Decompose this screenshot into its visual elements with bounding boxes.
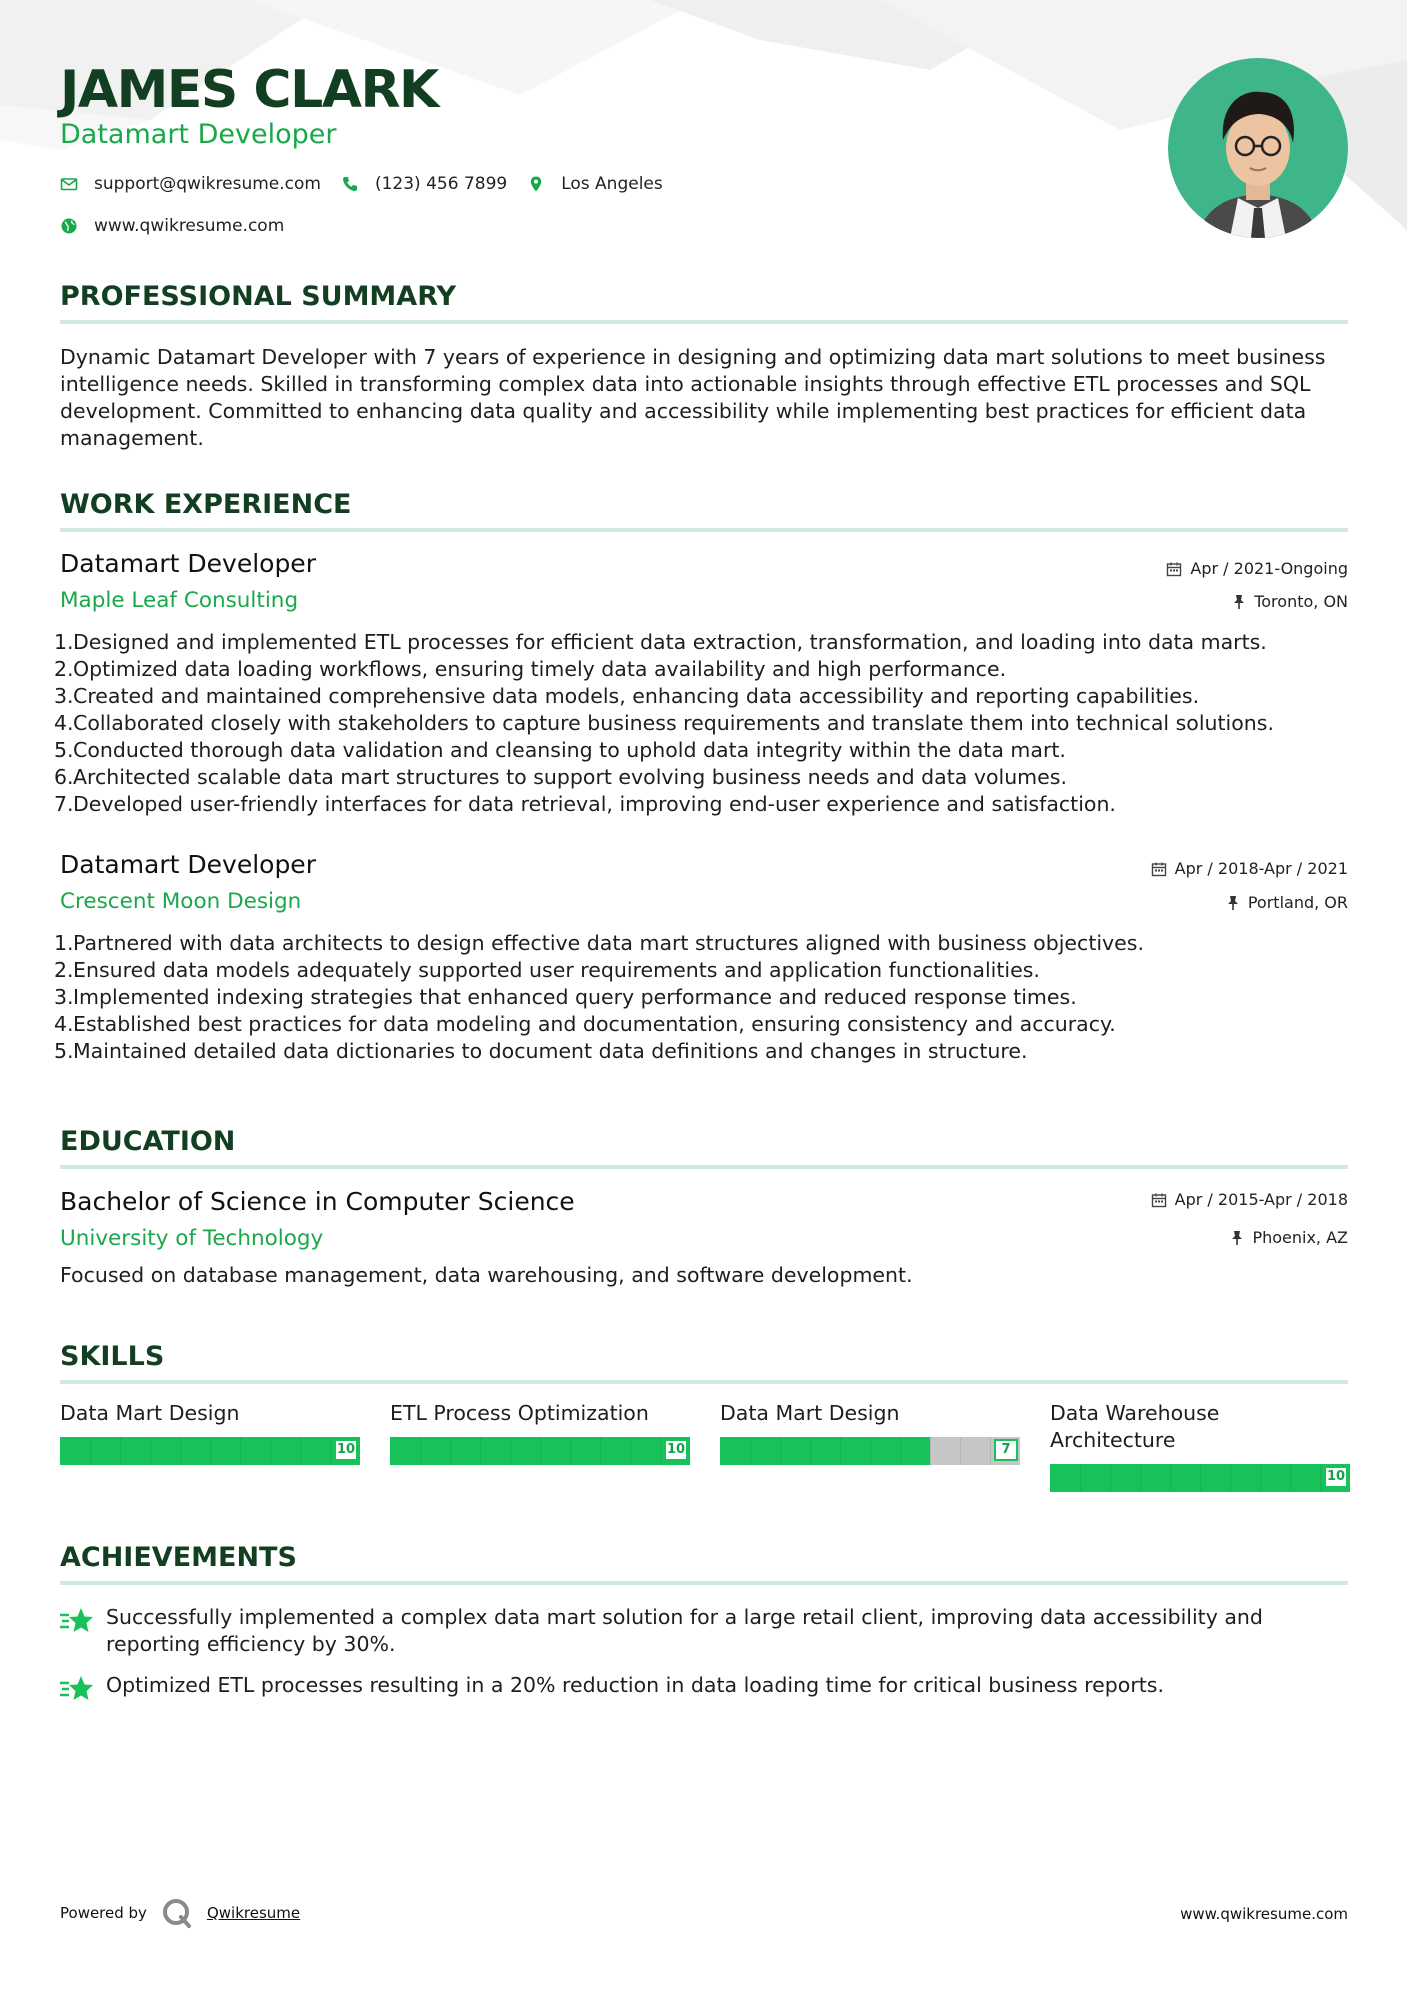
job-bullets: [54, 629, 1354, 818]
profile-photo: [1168, 58, 1348, 238]
job-title: Datamart Developer: [60, 549, 316, 578]
envelope-icon: [60, 175, 78, 193]
calendar-icon: [1151, 1192, 1167, 1208]
skill-name: Data Mart Design: [720, 1401, 900, 1425]
skill-level-bar: [720, 1437, 1020, 1465]
pushpin-icon: [1232, 594, 1246, 610]
section-divider: [60, 320, 1348, 324]
job-bullets: [54, 930, 1354, 1065]
job-bullet-item: 3. Implemented indexing strategies that enhanced query performance and reduced response times.: [54, 985, 1077, 1009]
job-bullet-item: 2. Ensured data models adequately supported user requirements and application functionalities.: [54, 958, 1040, 982]
achievement-item: [60, 1672, 1348, 1704]
footer-website-link[interactable]: www.qwikresume.com: [1180, 1905, 1348, 1923]
star-icon: [60, 1606, 94, 1636]
skill-name: Data Mart Design: [60, 1401, 240, 1425]
website-link[interactable]: www.qwikresume.com: [94, 216, 285, 236]
star-icon: [60, 1674, 94, 1704]
email-link[interactable]: support@qwikresume.com: [94, 174, 321, 194]
job-bullet-item: 4. Collaborated closely with stakeholders to capture business requirements and translate them into technical solutions.: [54, 711, 1274, 735]
contact-row: [60, 170, 663, 198]
qwikresume-brand-link[interactable]: Qwikresume: [206, 1904, 301, 1922]
pushpin-icon: [1230, 1230, 1244, 1246]
skill-item: [1050, 1400, 1350, 1492]
job-dates: [1166, 558, 1348, 580]
section-divider: [60, 528, 1348, 532]
skill-score: 7: [994, 1439, 1018, 1461]
education-dates-text: Apr / 2015-Apr / 2018: [1174, 1190, 1348, 1209]
achievement-text: Optimized ETL processes resulting in a 20% reduction in data loading time for critical business reports.: [106, 1673, 1164, 1697]
achievement-item: [60, 1604, 1348, 1658]
skill-item: [60, 1400, 360, 1465]
job-bullet-item: 2. Optimized data loading workflows, ensuring timely data availability and high performance.: [54, 657, 1007, 681]
calendar-icon: [1166, 561, 1182, 577]
section-title-skills: SKILLS: [60, 1341, 165, 1372]
job-bullet-item: 5. Maintained detailed data dictionaries to document data definitions and changes in structure.: [54, 1039, 1028, 1063]
job-bullet-item: 1. Partnered with data architects to design effective data mart structures aligned with business objectives.: [54, 931, 1144, 955]
education-location: [1230, 1227, 1348, 1249]
candidate-name: JAMES CLARK: [60, 60, 438, 120]
skill-item: [720, 1400, 1020, 1465]
job-bullet-item: 3. Created and maintained comprehensive data models, enhancing data accessibility and reporting capabilities.: [54, 684, 1200, 708]
job-location-text: Toronto, ON: [1254, 592, 1348, 611]
contact-row-website: [60, 212, 284, 240]
job-dates-text: Apr / 2021-Ongoing: [1190, 559, 1348, 578]
section-divider: [60, 1380, 1348, 1384]
powered-by-label: Powered by: [60, 1904, 147, 1922]
section-title-experience: WORK EXPERIENCE: [60, 489, 352, 520]
job-location: [1232, 591, 1348, 613]
globe-icon: [60, 217, 78, 235]
job-dates: [1151, 858, 1348, 880]
job-bullet-item: 5. Conducted thorough data validation and cleansing to uphold data integrity within the data mart.: [54, 738, 1066, 762]
skill-name: Data Warehouse Architecture: [1050, 1401, 1220, 1452]
section-title-education: EDUCATION: [60, 1126, 236, 1157]
achievement-text: Successfully implemented a complex data mart solution for a large retail client, improving data accessibility and reporting efficiency by 30%.: [106, 1605, 1263, 1656]
phone-icon: [341, 175, 359, 193]
company-name: Maple Leaf Consulting: [60, 588, 299, 613]
section-divider: [60, 1165, 1348, 1169]
section-divider: [60, 1581, 1348, 1585]
degree-title: Bachelor of Science in Computer Science: [60, 1187, 575, 1216]
job-location: [1226, 892, 1348, 914]
school-name: University of Technology: [60, 1226, 324, 1251]
education-dates: [1151, 1189, 1348, 1211]
job-title: Datamart Developer: [60, 850, 316, 879]
candidate-role: Datamart Developer: [60, 119, 337, 150]
phone-number[interactable]: (123) 456 7899: [374, 174, 508, 194]
job-bullet-item: 1. Designed and implemented ETL processes for efficient data extraction, transformation, and loading into data marts.: [54, 630, 1267, 654]
location-text: Los Angeles: [561, 174, 663, 194]
education-location-text: Phoenix, AZ: [1252, 1228, 1348, 1247]
skill-level-bar: [1050, 1464, 1350, 1492]
section-title-achievements: ACHIEVEMENTS: [60, 1542, 297, 1573]
section-title-summary: PROFESSIONAL SUMMARY: [60, 281, 457, 312]
summary-text: Dynamic Datamart Developer with 7 years of experience in designing and optimizing data mart solutions to meet business intelligence needs. Skilled in transforming complex data into actionable insights through effective ETL processes and SQL development. Committed to enhancing data quality and accessibility while implementing best practices for efficient data management.: [60, 345, 1326, 450]
qwikresume-logo: [161, 1897, 193, 1929]
skill-item: [390, 1400, 690, 1465]
skill-level-bar: [60, 1437, 360, 1465]
job-bullet-item: 4. Established best practices for data modeling and documentation, ensuring consistency and accuracy.: [54, 1012, 1116, 1036]
job-bullet-item: 6. Architected scalable data mart structures to support evolving business needs and data volumes.: [54, 765, 1067, 789]
job-dates-text: Apr / 2018-Apr / 2021: [1174, 859, 1348, 878]
job-bullet-item: 7. Developed user-friendly interfaces for data retrieval, improving end-user experience and satisfaction.: [54, 792, 1116, 816]
map-pin-icon: [527, 175, 545, 193]
pushpin-icon: [1226, 895, 1240, 911]
skill-score: 10: [1324, 1466, 1348, 1488]
skill-name: ETL Process Optimization: [390, 1401, 649, 1425]
calendar-icon: [1151, 861, 1167, 877]
job-location-text: Portland, OR: [1247, 893, 1348, 912]
company-name: Crescent Moon Design: [60, 889, 302, 914]
skill-level-bar: [390, 1437, 690, 1465]
education-description: Focused on database management, data warehousing, and software development.: [60, 1263, 913, 1287]
skill-score: 10: [334, 1439, 358, 1461]
footer-powered-by: [60, 1897, 300, 1929]
skill-score: 10: [664, 1439, 688, 1461]
